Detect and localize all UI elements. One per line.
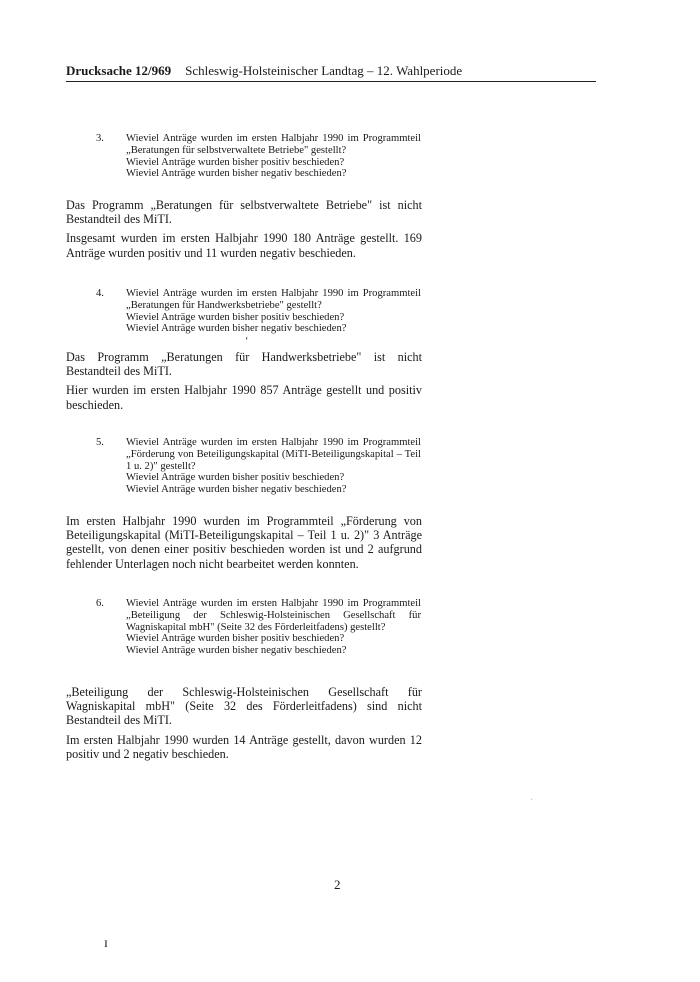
scan-speck: ɪ <box>104 936 108 951</box>
answer-block-3 <box>66 198 422 265</box>
question-number: 5. <box>96 437 104 448</box>
question-negative: Wieviel Anträge wurden bisher negativ beschieden? <box>126 645 347 657</box>
scan-speck: · <box>530 795 534 806</box>
question-number: 3. <box>96 133 104 144</box>
page-header <box>66 63 596 82</box>
header-title: Schleswig-Holsteinischer Landtag – 12. Wahlperiode <box>185 63 463 78</box>
answer-paragraph: Das Programm „Beratungen für Handwerksbetriebe" ist nicht Bestandteil des MiTI. <box>66 350 422 379</box>
answer-paragraph: Im ersten Halbjahr 1990 wurden im Programmteil „Förderung von Beteiligungskapital (MiTI-Beteiligungskapital – Teil 1 u. 2)" 3 Anträge gestellt, von denen einer positiv beschieden worden ist und 2 aufgrund fehlender Unterlagen noch nicht bearbeitet werden konnten. <box>66 514 422 571</box>
answer-paragraph: Hier wurden im ersten Halbjahr 1990 857 Anträge gestellt und positiv beschieden. <box>66 383 422 412</box>
answer-paragraph: Im ersten Halbjahr 1990 wurden 14 Anträge gestellt, davon wurden 12 positiv und 2 negativ beschieden. <box>66 732 422 761</box>
question-block-5 <box>96 437 421 496</box>
answer-paragraph: Das Programm „Beratungen für selbstverwaltete Betriebe" ist nicht Bestandteil des MiTI. <box>66 198 422 227</box>
question-text: Wieviel Anträge wurden im ersten Halbjahr 1990 im Programmteil „Beratungen für selbstverwaltete Betriebe" gestellt? <box>126 133 421 156</box>
answer-paragraph: „Beteiligung der Schleswig-Holsteinischen Gesellschaft für Wagniskapital mbH" (Seite 32 des Förderleitfadens) sind nicht Bestandteil des MiTI. <box>66 685 422 728</box>
question-text: Wieviel Anträge wurden im ersten Halbjahr 1990 im Programmteil „Förderung von Beteiligungskapital (MiTI-Beteiligungskapital – Teil 1 u. 2)" gestellt? <box>126 437 421 472</box>
question-number: 6. <box>96 598 104 609</box>
question-block-3 <box>96 133 421 180</box>
question-text: Wieviel Anträge wurden im ersten Halbjahr 1990 im Programmteil „Beteiligung der Schleswig-Holsteinischen Gesellschaft für Wagniskapital mbH" (Seite 32 des Förderleitfadens) gestellt? <box>126 598 421 633</box>
question-positive: Wieviel Anträge wurden bisher positiv beschieden? <box>126 633 345 645</box>
answer-block-5 <box>66 514 422 576</box>
question-positive: Wieviel Anträge wurden bisher positiv beschieden? <box>126 472 345 484</box>
question-negative: Wieviel Anträge wurden bisher negativ beschieden? <box>126 323 347 335</box>
question-negative: Wieviel Anträge wurden bisher negativ beschieden? <box>126 484 347 496</box>
answer-block-4 <box>66 350 422 417</box>
question-negative: Wieviel Anträge wurden bisher negativ beschieden? <box>126 168 347 180</box>
question-positive: Wieviel Anträge wurden bisher positiv beschieden? <box>126 311 345 323</box>
scan-speck: ‘ <box>245 336 249 347</box>
answer-paragraph: Insgesamt wurden im ersten Halbjahr 1990 180 Anträge gestellt. 169 Anträge wurden positiv und 11 wurden negativ beschieden. <box>66 231 422 260</box>
question-number: 4. <box>96 288 104 299</box>
question-positive: Wieviel Anträge wurden bisher positiv beschieden? <box>126 156 345 168</box>
question-text: Wieviel Anträge wurden im ersten Halbjahr 1990 im Programmteil „Beratungen für Handwerksbetriebe" gestellt? <box>126 288 421 311</box>
page-number: 2 <box>334 877 341 892</box>
question-block-4 <box>96 288 421 335</box>
question-block-6 <box>96 598 421 657</box>
document-number: Drucksache 12/969 <box>66 63 172 78</box>
answer-block-6 <box>66 685 422 766</box>
